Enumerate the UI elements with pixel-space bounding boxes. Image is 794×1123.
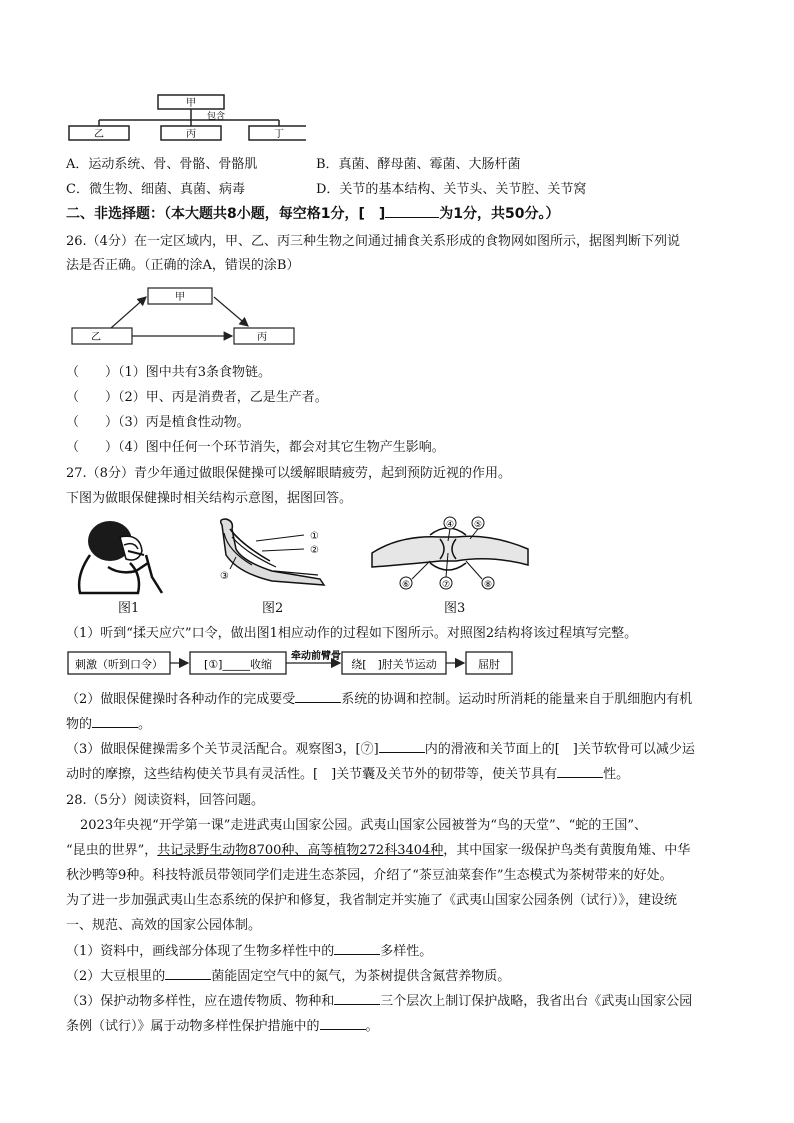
q26-item-1: （ ）（1）图中共有3条食物链。 [66, 365, 272, 380]
flow-step-1: 刺激（听到口令） [75, 658, 163, 671]
fig3-mark-6: ⑥ [401, 580, 411, 590]
underlined-text: 共记录野生动物8700种、高等植物272科3404种 [157, 843, 444, 858]
figure-3-label: 图3 [444, 601, 466, 616]
node-jia-label: 甲 [175, 292, 185, 303]
classification-diagram [66, 92, 306, 144]
figure-3-joint-structure [370, 513, 530, 595]
fig3-mark-5: ⑤ [473, 520, 483, 530]
q28-reading-line1: 2023年央视“开学第一课”走进武夷山国家公园。武夷山国家公园被誉为“鸟的天堂”、“蛇的王国”、 [80, 818, 647, 833]
q28-q3-line2: 条例（试行）》属于动物多样性保护措施中的 。 [66, 1019, 379, 1034]
fig3-mark-8: ⑧ [483, 580, 493, 590]
q27-p3-line2: 动时的摩擦，这些结构使关节具有灵活性。[ ]关节囊及关节外的韧带等，使关节具有 性。 [66, 767, 630, 782]
option-b: B．真菌、酵母菌、霉菌、大肠杆菌 [316, 157, 521, 172]
q28-reading-line5: 一、规范、高效的国家公园体制。 [66, 918, 262, 933]
option-c: C．微生物、细菌、真菌、病毒 [66, 182, 245, 197]
arrow-yi-jia [111, 297, 146, 328]
q26-item-4: （ ）（4）图中任何一个环节消失，都会对其它生物产生影响。 [66, 440, 445, 455]
fig3-mark-4: ④ [445, 520, 455, 530]
node-yi [72, 328, 132, 344]
q26-item-2: （ ）（2）甲、丙是消费者，乙是生产者。 [66, 390, 328, 405]
q27-p2-line1: （2）做眼保健操时各种动作的完成要受 系统的协调和控制。运动时所消耗的能量来自于肌细胞内有机 [66, 692, 693, 707]
flow-step-5: 屈肘 [478, 658, 500, 671]
q28-q3-line1: （3）保护动物多样性，应在遗传物质、物种和 三个层次上制订保护战略，我省出台《武夷山国家公园 [66, 994, 693, 1009]
figure-1-label: 图1 [118, 601, 140, 616]
q27-stem: 27.（8分）青少年通过做眼保健操可以缓解眼睛疲劳，起到预防近视的作用。 [66, 466, 511, 481]
option-a: A．运动系统、骨、骨骼、骨骼肌 [66, 157, 258, 172]
q27-flowchart [66, 648, 516, 684]
q28-reading-line3: 秋沙鸭等9种。科技特派员带领同学们走进生态茶园，介绍了“茶豆油菜套作”生态模式为茶树带来的好处。 [66, 868, 673, 883]
q28-q1: （1）资料中，画线部分体现了生物多样性中的 多样性。 [66, 944, 433, 959]
option-d: D．关节的基本结构、关节头、关节腔、关节窝 [316, 182, 587, 197]
link-label: 包含 [206, 112, 226, 122]
q27-p1: （1）听到“揉天应穴”口令，做出图1相应动作的过程如下图所示。对照图2结构将该过程填写完整。 [66, 626, 638, 641]
q27-p3-line1: （3）做眼保健操需多个关节灵活配合。观察图3，[⑦] 内的滑液和关节面上的[ ]关节软骨可以减少运 [66, 742, 695, 757]
section2-heading: 二、非选择题：（本大题共8小题，每空格1分，[ ] 为1分，共50分。） [66, 206, 560, 222]
q28-reading-line4: 为了进一步加强武夷山生态系统的保护和修复，我省制定并实施了《武夷山国家公园条例（试行）》，建设统 [66, 893, 678, 908]
q28-reading-line2: “昆虫的世界”，共记录野生动物8700种、高等植物272科3404种，其中国家一级保护鸟类有黄腹角雉、中华 [66, 843, 691, 858]
fig3-mark-7: ⑦ [441, 580, 451, 590]
box-child-2-label: 丙 [186, 129, 196, 140]
figure-2-arm-muscles [212, 515, 332, 595]
fig2-mark-3: ③ [220, 571, 229, 582]
node-yi-label: 乙 [91, 332, 101, 343]
box-child-1-label: 乙 [94, 129, 104, 140]
box-root-label: 甲 [186, 98, 196, 109]
q26-stem-line2: 法是否正确。（正确的涂A，错误的涂B） [66, 258, 300, 273]
q26-item-3: （ ）（3）丙是植食性动物。 [66, 415, 250, 430]
q28-stem: 28.（5分）阅读资料，回答问题。 [66, 793, 264, 808]
q27-p2-line2: 物的 。 [66, 717, 152, 732]
q27-sub: 下图为做眼保健操时相关结构示意图，据图回答。 [66, 491, 353, 506]
flow-step-2: [①]_____收缩 [204, 658, 272, 671]
arrow-jia-bing [214, 297, 248, 326]
figure-2-label: 图2 [262, 601, 284, 616]
fig2-mark-2: ② [310, 545, 319, 556]
node-bing-label: 丙 [257, 332, 267, 343]
flow-step-4: 绕[ ]肘关节运动 [351, 658, 437, 671]
flow-step-3: 牵动前臂骨 [291, 651, 341, 662]
q26-stem-line1: 26.（4分）在一定区域内，甲、乙、丙三种生物之间通过捕食关系形成的食物网如图所示，据图判断下列说 [66, 234, 680, 249]
food-web-diagram [66, 282, 302, 350]
fig2-mark-1: ① [310, 531, 319, 542]
figure-1-eye-exercise [68, 515, 178, 595]
q28-q2: （2）大豆根里的 菌能固定空气中的氮气，为茶树提供含氮营养物质。 [66, 969, 511, 984]
box-child-3-label: 丁 [274, 129, 284, 140]
